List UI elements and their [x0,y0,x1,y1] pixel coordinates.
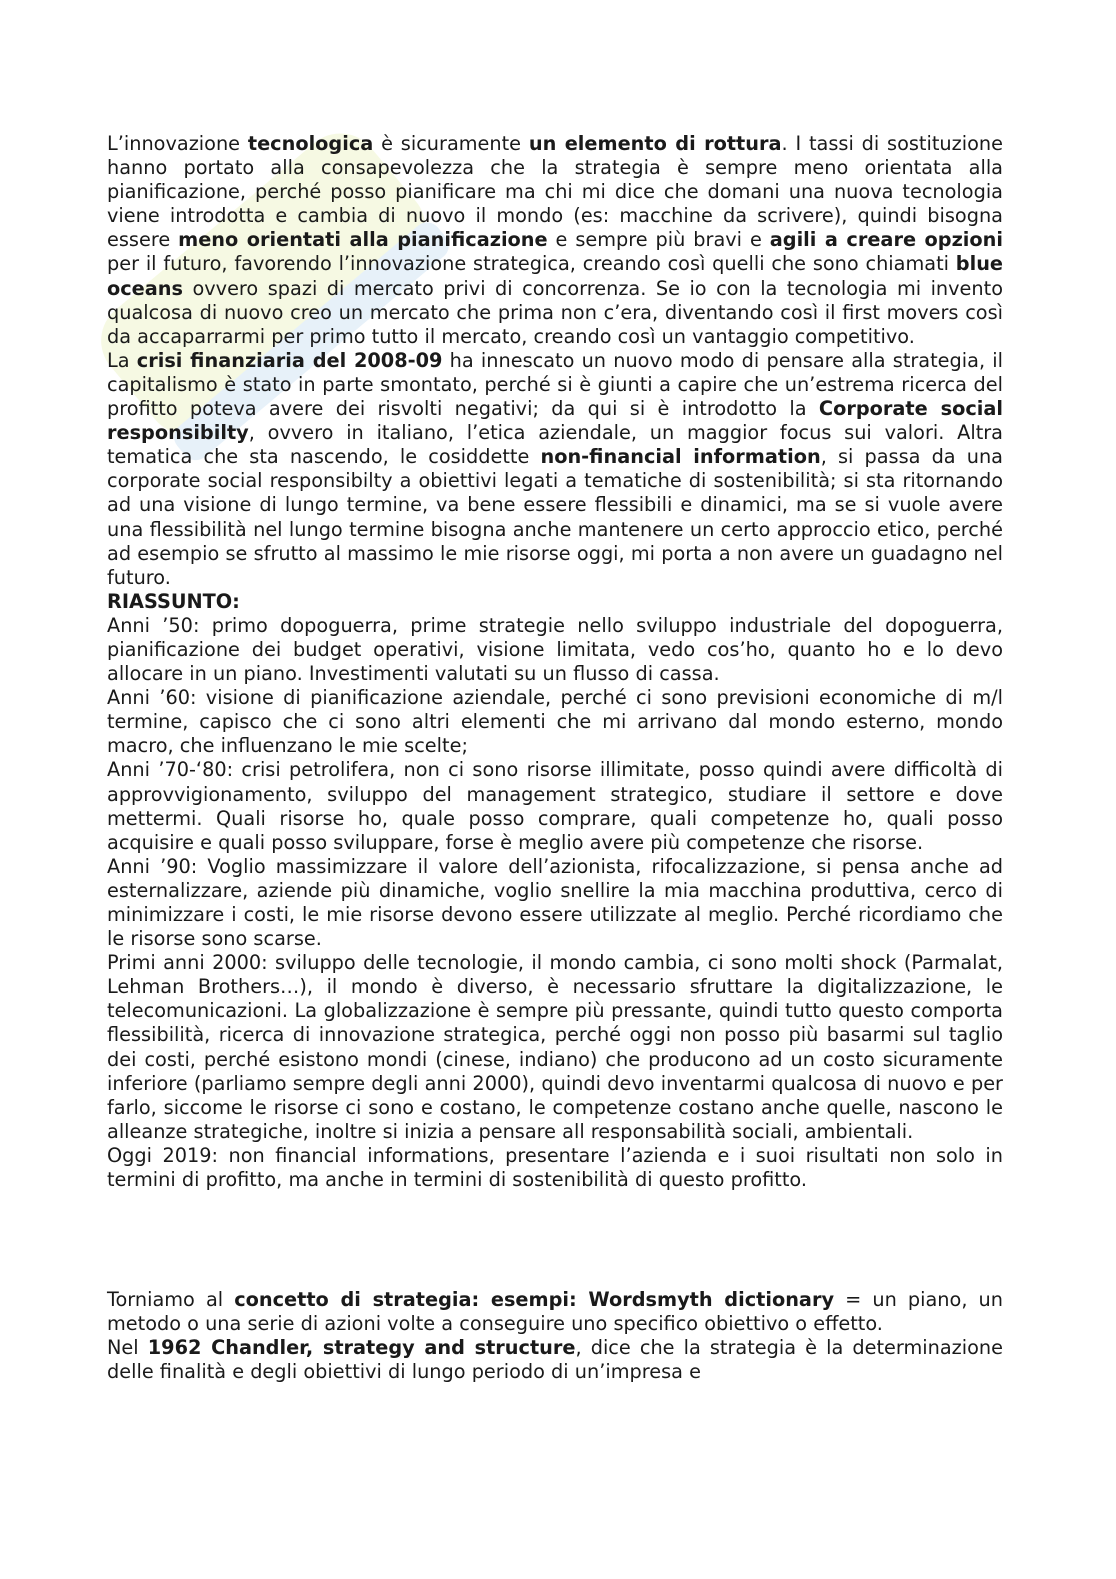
text-span: L’innovazione [107,132,248,155]
document-page [107,132,1003,1385]
bold-term: un elemento di rottura [528,132,782,155]
text-span: , dice che la strategia è la determinazione delle finalità e degli obiettivi di lungo periodo di un’impresa e [107,1336,1003,1384]
text-span: e sempre più bravi e [547,228,770,252]
text-span: . I tassi di sostituzione hanno portato alla consapevolezza che la strategia è sempre meno orientata alla pianificazione, perché posso pianificare ma chi mi dice che domani una nuova tecnologia viene introdotta e cambia di nuovo il mondo (es: macchine da scrivere), quindi bisogna essere [107,132,1003,252]
bold-term: agili a creare opzioni [769,228,1003,252]
summary-item: Anni ’90: Voglio massimizzare il valore dell’azionista, rifocalizzazione, si pensa anche ad esternalizzare, aziende più dinamiche, voglio snellire la mia macchina produttiva, cerco di minimizzare i costi, le mie risorse devono essere utilizzate al meglio. Perché ricordiamo che le risorse sono scarse. [107,854,1003,951]
text-span: = un piano, un metodo o una serie di azioni volte a conseguire uno specifico obiettivo o effetto. [107,1288,1003,1336]
bold-term: non-financial information [540,445,821,469]
summary-item: Oggi 2019: non financial informations, presentare l’azienda e i suoi risultati non solo in termini di profitto, ma anche in termini di sostenibilità di questo profitto. [107,1143,1003,1192]
paragraph-chandler [107,1336,1003,1384]
bold-term: crisi finanziaria del 2008-09 [136,348,443,372]
bold-term: 1962 Chandler, strategy and structure [147,1336,576,1360]
summary-item: Primi anni 2000: sviluppo delle tecnologie, il mondo cambia, ci sono molti shock (Parmalat, Lehman Brothers…), il mondo è diverso, è necessario sfruttare la digitalizzazione, le telecomunicazioni. La globalizzazione è sempre più pressante, quindi tutto questo comporta flessibilità, ricerca di innovazione strategica, perché oggi non posso più basarmi sul taglio dei costi, perché esistono mondi (cinese, indiano) che producono ad un costo sicuramente inferiore (parliamo sempre degli anni 2000), quindi devo inventarmi qualcosa di nuovo e per farlo, siccome le risorse ci sono e costano, le competenze costano anche quelle, nascono le alleanze strategiche, inoltre si inizia a pensare all responsabilità sociali, ambientali. [107,951,1003,1143]
text-span: La [107,348,137,372]
blank-spacer [107,1192,1003,1288]
summary-heading: RIASSUNTO: [107,589,240,613]
text-span: , ovvero in italiano, l’etica aziendale, un maggior focus sui valori. Altra tematica che sta nascendo, le cosiddette [107,421,1003,469]
paragraph-innovation [107,132,1003,349]
bold-term: tecnologica [247,132,374,155]
text-span: è sicuramente [373,132,529,155]
paragraph-strategy-concept [107,1288,1003,1336]
bold-term: Corporate social responsibilty [107,397,1003,445]
text-span: ha innescato un nuovo modo di pensare alla strategia, il capitalismo è stato in parte smontato, perché si è giunti a capire che un’estrema ricerca del profitto poteva avere dei risvolti negativi; da qui si è introdotto la [107,348,1003,421]
text-span: ovvero spazi di mercato privi di concorrenza. Se io con la tecnologia mi invento qualcosa di nuovo creo un mercato che prima non c’era, diventando così il first movers così da accaparrarmi per primo tutto il mercato, creando così un vantaggio competitivo. [107,276,1003,348]
text-span: per il futuro, favorendo l’innovazione strategica, creando così quelli che sono chiamati [107,252,956,276]
text-span: Torniamo al [107,1288,235,1312]
bold-term: concetto di strategia: esempi: Wordsmyth dictionary [234,1288,835,1312]
bold-term: blue oceans [107,252,1003,300]
summary-item: Anni ’60: visione di pianificazione aziendale, perché ci sono previsioni economiche di m/l termine, capisco che ci sono altri elementi che mi arrivano dal mondo esterno, mondo macro, che influenzano le mie scelte; [107,686,1003,758]
summary-item: Anni ’70-‘80: crisi petrolifera, non ci sono risorse illimitate, posso quindi avere difficoltà di approvvigionamento, sviluppo del management strategico, studiare il settore e dove mettermi. Quali risorse ho, quale posso comprare, quali competenze ho, quali posso acquisire e quali posso sviluppare, forse è meglio avere più competenze che risorse. [107,758,1003,854]
summary-item: Anni ’50: primo dopoguerra, prime strategie nello sviluppo industriale del dopoguerra, pianificazione dei budget operativi, visione limitata, vedo cos’ho, quanto ho e lo devo allocare in un piano. Investimenti valutati su un flusso di cassa. [107,613,1003,686]
text-span: Nel [107,1336,148,1360]
paragraph-financial-crisis [107,349,1003,590]
text-span: , si passa da una corporate social responsibilty a obiettivi legati a tematiche di sostenibilità; si sta ritornando ad una visione di lungo termine, va bene essere flessibili e dinamici, ma se si vuole avere una flessibilità nel lungo termine bisogna anche mantenere un certo approccio etico, perché ad esempio se sfrutto al massimo le mie risorse oggi, mi porta a non avere un guadagno nel futuro. [107,445,1003,589]
bold-term: meno orientati alla pianificazione [178,228,548,252]
